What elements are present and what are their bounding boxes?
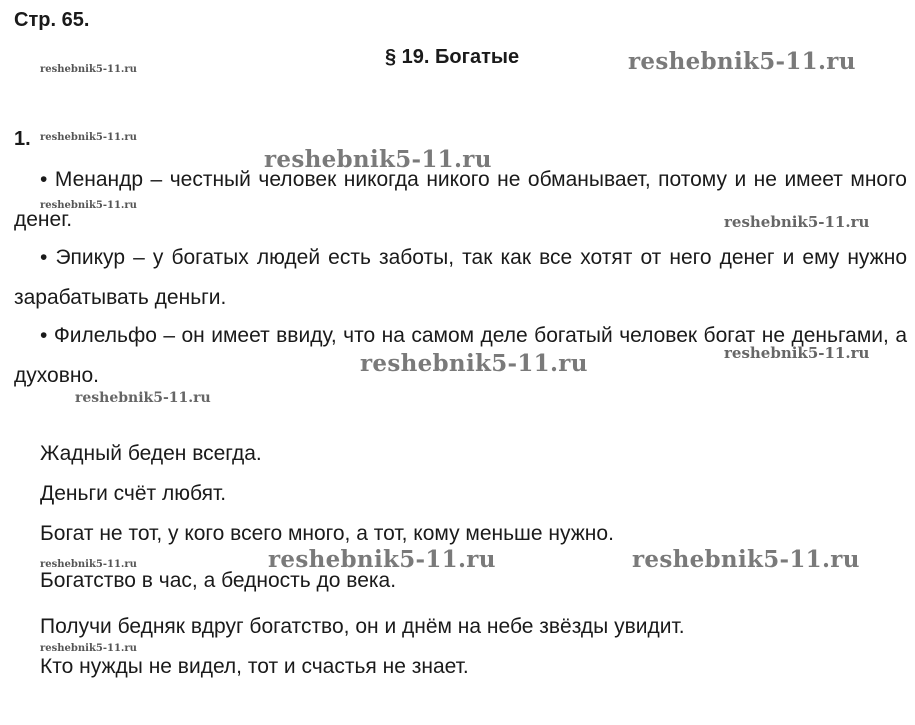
proverb-3: Богат не тот, у кого всего много, а тот, кому меньше нужно. [40, 522, 614, 545]
section-title: § 19. Богатые [385, 46, 520, 68]
watermark-text: reshebnik5-11.ru [360, 350, 588, 377]
watermark-text: reshebnik5-11.ru [628, 48, 856, 75]
watermark-text: reshebnik5-11.ru [40, 200, 137, 211]
watermark-text: reshebnik5-11.ru [264, 146, 492, 173]
task-number: 1. [14, 128, 31, 150]
proverb-4: Богатство в час, а бедность до века. [40, 569, 397, 592]
paragraph-menander: • Менандр – честный человек никогда никого не обманывает, потому и не имеет много денег. [14, 168, 907, 231]
watermark-text: reshebnik5-11.ru [75, 390, 211, 406]
watermark-text: reshebnik5-11.ru [40, 132, 137, 143]
paragraph-filelfo: • Филельфо – он имеет ввиду, что на самом деле богатый человек богат не деньгами, а духовно. [14, 324, 907, 387]
proverb-6: Кто нужды не видел, тот и счастья не знает. [40, 655, 469, 678]
watermark-text: reshebnik5-11.ru [724, 213, 870, 231]
page-label: Стр. 65. [14, 9, 90, 31]
watermark-text: reshebnik5-11.ru [632, 546, 860, 573]
proverb-1: Жадный беден всегда. [40, 442, 262, 465]
watermark-text: reshebnik5-11.ru [40, 64, 137, 75]
watermark-text: reshebnik5-11.ru [40, 643, 137, 654]
watermark-text: reshebnik5-11.ru [724, 344, 870, 362]
watermark-text: reshebnik5-11.ru [268, 546, 496, 573]
paragraph-epicurus: • Эпикур – у богатых людей есть заботы, так как все хотят от него денег и ему нужно зарабатывать деньги. [14, 246, 907, 309]
proverb-2: Деньги счёт любят. [40, 482, 227, 505]
proverb-5: Получи бедняк вдруг богатство, он и днём на небе звёзды увидит. [40, 615, 685, 638]
watermark-text: reshebnik5-11.ru [40, 559, 137, 570]
